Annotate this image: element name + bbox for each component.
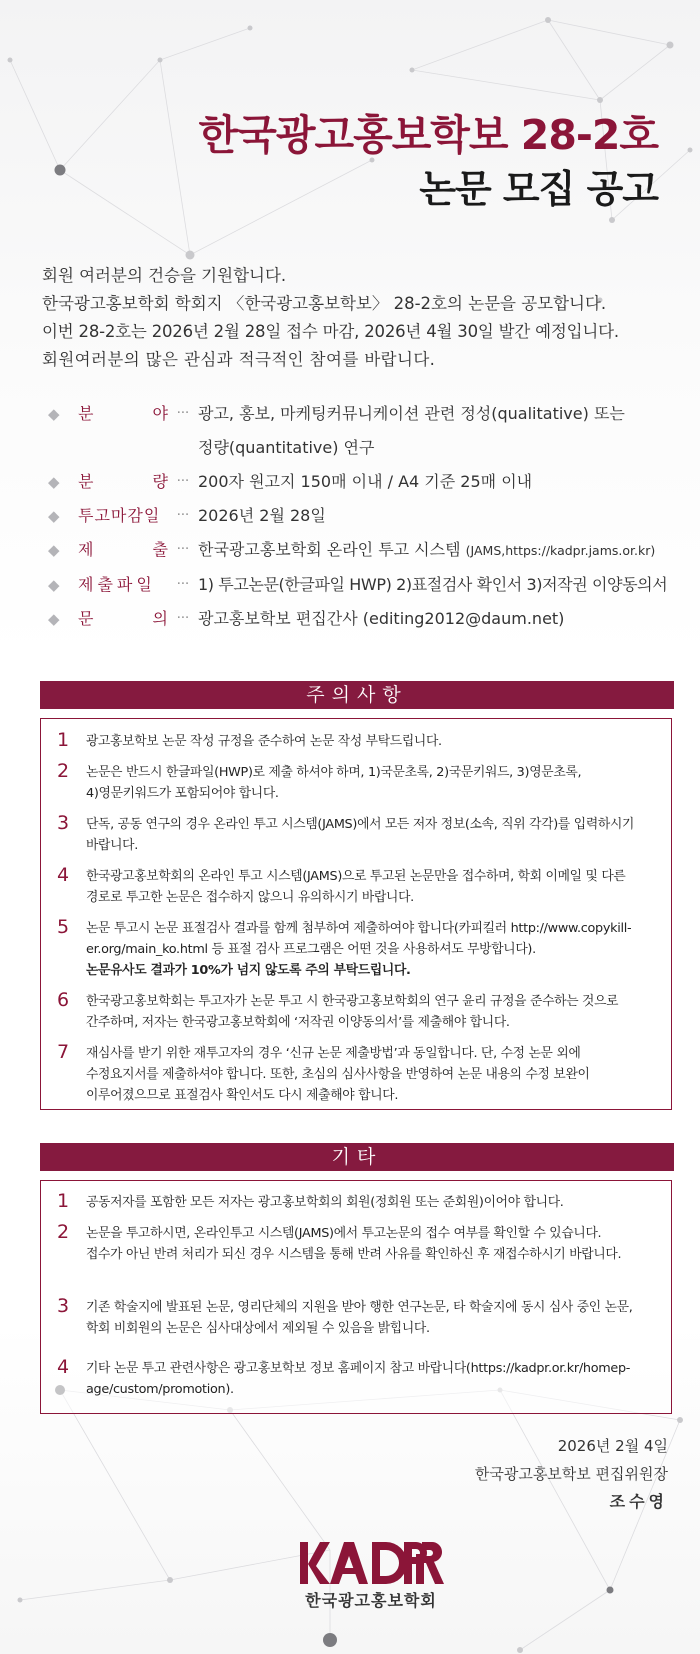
diamond-bullet-icon: ◆ (48, 610, 60, 628)
notice-number: 1 (57, 729, 70, 751)
signature-block (0, 1432, 668, 1516)
etc-number: 2 (57, 1221, 70, 1243)
info-label: 분 야 (78, 404, 168, 423)
leader-dots: ··· (176, 474, 190, 489)
diamond-bullet-icon: ◆ (48, 507, 60, 525)
info-value: 2026년 2월 28일 (198, 506, 326, 525)
poster-title: 한국광고홍보학보 28-2호 (198, 111, 658, 159)
info-value: 광고홍보학보 편집간사 (editing2012@daum.net) (198, 609, 565, 628)
notice-number: 6 (57, 989, 70, 1011)
etc-box: 1 공동저자를 포함한 모든 저자는 광고홍보학회의 회원(정회원 또는 준회원)이어야 합니다. 2 논문을 투고하시면, 온라인투고 시스템(JAMS)에서 투고논문의 접수 여부를 확인할 수 있습니다. 접수가 아닌 반려 처리가 되신 경우 시스템을 통해 반려 사유를 확인하신 후 재접수하시기 바랍니다. 3 기존 학술지에 발표된 논문, 영리단체의 지원을 받아 행한 연구논문, 타 학술지에 동시 심사 중인 논문, 학회 비회원의 논문은 심사대상에서 제외될 수 있음을 밝힙니다. 4 기타 논문 투고 관련사항은 광고홍보학보 정보 홈페이지 참고 바랍니다(https://kadpr.or.kr/homep- age/custom/promotion). (40, 1180, 672, 1414)
info-label: 문 의 (78, 609, 168, 628)
leader-dots: ··· (176, 508, 190, 523)
intro-line: 이번 28-2호는 2026년 2월 28일 접수 마감, 2026년 4월 30일 발간 예정입니다. (42, 322, 619, 341)
signature-date: 2026년 2월 4일 (557, 1437, 668, 1455)
logo-society-name: 한국광고홍보학회 (305, 1591, 437, 1610)
notice-number: 3 (57, 812, 70, 834)
info-label: 투고마감일 (78, 506, 161, 525)
intro-line: 회원여러분의 많은 관심과 적극적인 참여를 바랍니다. (42, 350, 436, 369)
notice-number: 4 (57, 864, 70, 886)
notice-number: 5 (57, 916, 70, 938)
info-value: 1) 투고논문(한글파일 HWP) 2)표절검사 확인서 3)저작권 이양동의서 (198, 575, 668, 594)
leader-dots: ··· (176, 406, 190, 421)
info-row-field (48, 398, 678, 464)
etc-heading: 기타 (40, 1143, 674, 1171)
info-value: 200자 원고지 150매 이내 / A4 기준 25매 이내 (198, 472, 533, 491)
info-list (48, 398, 678, 635)
notices-heading: 주의사항 (40, 681, 674, 709)
info-row-deadline (48, 500, 678, 532)
diamond-bullet-icon: ◆ (48, 576, 60, 594)
intro-line: 회원 여러분의 건승을 기원합니다. (42, 266, 287, 285)
info-row-files (48, 569, 678, 601)
notice-number: 2 (57, 760, 70, 782)
diamond-bullet-icon: ◆ (48, 473, 60, 491)
notice-emphasis: 논문유사도 결과가 10%가 넘지 않도록 주의 부탁드립니다. (86, 963, 411, 978)
info-row-contact (48, 603, 678, 635)
diamond-bullet-icon: ◆ (48, 405, 60, 423)
poster-subtitle: 논문 모집 공고 (419, 167, 658, 211)
leader-dots: ··· (176, 611, 190, 626)
notices-box: 1 광고홍보학보 논문 작성 규정을 준수하여 논문 작성 부탁드립니다. 2 논문은 반드시 한글파일(HWP)로 제출 하셔야 하며, 1)국문초록, 2)국문키워드, 3)영문초록, 4)영문키워드가 포함되어야 합니다. 3 단독, 공동 연구의 경우 온라인 투고 시스템(JAMS)에서 모든 저자 정보(소속, 직위 각각)를 입력하시기 바랍니다. 4 한국광고홍보학회의 온라인 투고 시스템(JAMS)으로 투고된 논문만을 접수하며, 학회 이메일 및 다른 경로로 투고한 논문은 접수하지 않으니 유의하시기 바랍니다. 5 논문 투고시 논문 표절검사 결과를 함께 첨부하여 제출하여야 합니다(카피킬러 http://www.copykill- er.org/main_ko.html 등 표절 검사 프로그램은 어떤 것을 사용하셔도 무방합니다). 논문유사도 결과가 10%가 넘지 않도록 주의 부탁드립니다. 6 한국광고홍보학회는 투고자가 논문 투고 시 한국광고홍보학회의 연구 윤리 규정을 준수하는 것으로 간주하며, 저자는 한국광고홍보학회에 ‘저작권 이양동의서’를 제출해야 합니다. 7 재심사를 받기 위한 재투고자의 경우 ‘신규 논문 제출방법’과 동일합니다. 단, 수정 논문 외에 수정요지서를 제출하셔야 합니다. 또한, 초심의 심사사항을 반영하여 논문 내용의 수정 보완이 이루어졌으므로 표절검사 확인서도 다시 제출해야 합니다. (40, 718, 672, 1110)
leader-dots: ··· (176, 577, 190, 592)
notice-number: 7 (57, 1041, 70, 1063)
etc-number: 4 (57, 1356, 70, 1378)
info-value: 광고, 홍보, 마케팅커뮤니케이션 관련 정성(qualitative) 또는 정량(quantitative) 연구 (198, 404, 625, 457)
intro-line: 한국광고홍보학회 학회지 〈한국광고홍보학보〉 28-2호의 논문을 공모합니다. (42, 294, 607, 313)
intro-paragraph (42, 262, 662, 374)
leader-dots: ··· (176, 542, 190, 557)
signature-position: 한국광고홍보학보 편집위원장 (474, 1465, 668, 1483)
info-row-submission (48, 534, 678, 567)
info-label: 제출파일 (78, 575, 156, 594)
signature-name: 조수영 (609, 1492, 668, 1511)
diamond-bullet-icon: ◆ (48, 541, 60, 559)
info-label: 제 출 (78, 540, 168, 559)
info-value: 한국광고홍보학회 온라인 투고 시스템 (JAMS,https://kadpr.jams.or.kr) (198, 540, 656, 559)
etc-number: 3 (57, 1295, 70, 1317)
etc-number: 1 (57, 1190, 70, 1212)
info-label: 분 량 (78, 472, 168, 491)
info-row-length (48, 466, 678, 498)
